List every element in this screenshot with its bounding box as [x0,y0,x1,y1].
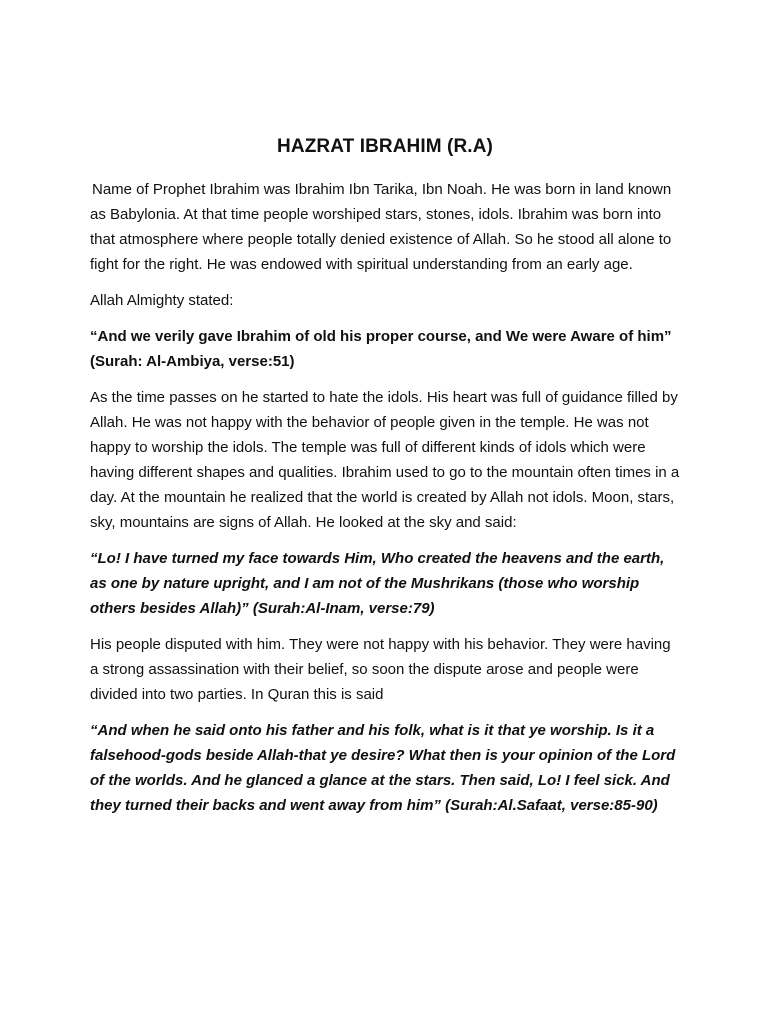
intro-paragraph: Name of Prophet Ibrahim was Ibrahim Ibn Tarika, Ibn Noah. He was born in land known as Babylonia. At that time people worshiped stars, stones, idols. Ibrahim was born into that atmosphere where people totally denied existence of Allah. So he stood all alone to fight for the right. He was endowed with spiritual understanding from an early age. [90,181,672,273]
page-title: HAZRAT IBRAHIM (R.A) [277,136,493,157]
quote-ambiya: “And we verily gave Ibrahim of old his proper course, and We were Aware of him” (Surah: Al-Ambiya, verse:51) [90,328,672,370]
body-paragraph-dispute: His people disputed with him. They were not happy with his behavior. They were having a strong assassination with their belief, so soon the dispute arose and people were divided into two parties. In Quran this is said [90,636,671,703]
quote-inam: “Lo! I have turned my face towards Him, Who created the heavens and the earth, as one by nature upright, and I am not of the Mushrikans (those who worship others besides Allah)” (Surah:Al-Inam, verse:79) [90,550,665,617]
quote-safaat: “And when he said onto his father and his folk, what is it that ye worship. Is it a falsehood-gods beside Allah-that ye desire? What then is your opinion of the Lord of the worlds. And he glanced a glance at the stars. Then said, Lo! I feel sick. And they turned their backs and went away from him” (Surah:Al.Safaat, verse:85-90) [90,722,676,814]
body-paragraph-idols: As the time passes on he started to hate the idols. His heart was full of guidance filled by Allah. He was not happy with the behavior of people given in the temple. He was not happy to worship the idols. The temple was full of different kinds of idols which were having different shapes and qualities. Ibrahim used to go to the mountain often times in a day. At the mountain he realized that the world is created by Allah not idols. Moon, stars, sky, mountains are signs of Allah. He looked at the sky and said: [90,389,680,531]
document-page [90,136,680,829]
allah-stated-paragraph: Allah Almighty stated: [90,292,234,309]
